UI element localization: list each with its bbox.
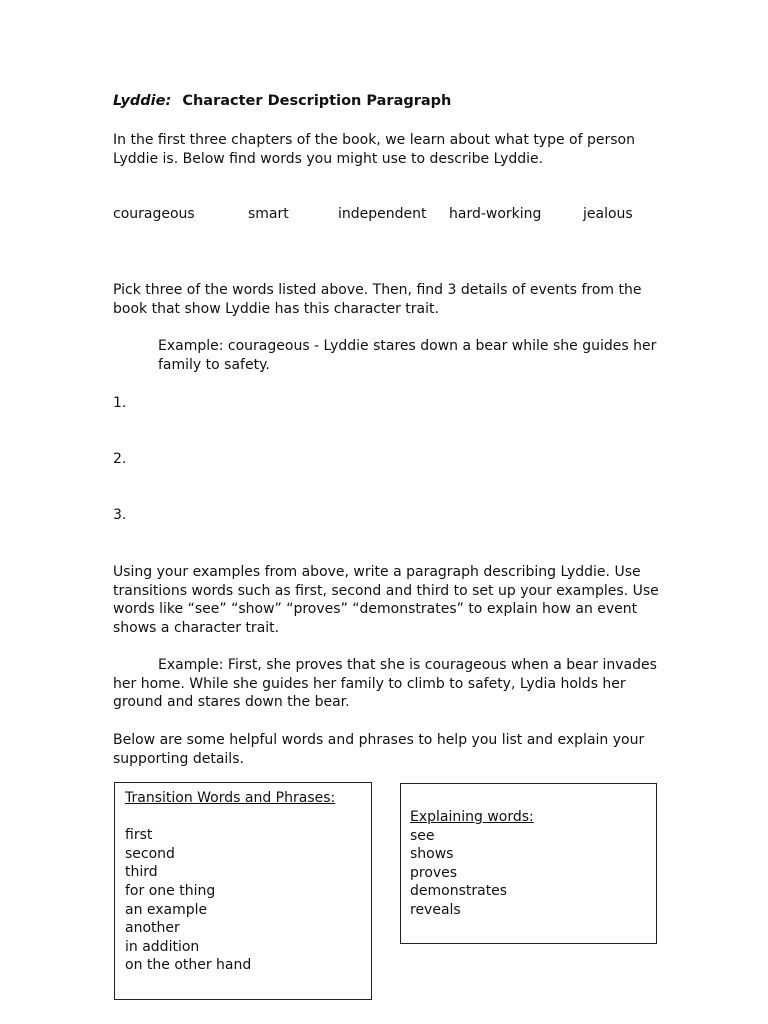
- title-text: Character Description Paragraph: [182, 93, 452, 109]
- list-item: third: [125, 864, 158, 881]
- answer-number-1: 1.: [113, 395, 127, 411]
- transition-words-list: [125, 826, 361, 975]
- list-item: in addition: [125, 938, 200, 955]
- page-title: [113, 93, 451, 109]
- list-item: see: [410, 827, 435, 844]
- trait-word-hard-working: hard-working: [449, 206, 542, 222]
- helpful-words-intro: Below are some helpful words and phrases to help you list and explain your supporting details.: [113, 732, 645, 767]
- list-item: shows: [410, 846, 454, 863]
- list-item: for one thing: [125, 882, 216, 899]
- transition-words-box: [114, 782, 372, 1000]
- trait-word-courageous: courageous: [113, 206, 195, 222]
- trait-word-jealous: jealous: [583, 206, 633, 222]
- list-item: demonstrates: [410, 883, 508, 900]
- list-item: another: [125, 920, 180, 937]
- explaining-words-box: [400, 783, 657, 944]
- paragraph-instructions: Using your examples from above, write a paragraph describing Lyddie. Use transitions words such as first, second and third to set up your examples. Use words like “see” “show” “proves” “demonstrates” to explain how an event shows a character trait.: [113, 564, 659, 636]
- answer-number-3: 3.: [113, 507, 127, 523]
- explaining-words-list: [410, 827, 647, 920]
- list-item: first: [125, 827, 153, 844]
- list-item: an example: [125, 901, 208, 918]
- transition-box-heading: Transition Words and Phrases:: [125, 790, 336, 806]
- book-title: Lyddie:: [113, 93, 172, 109]
- trait-word-independent: independent: [338, 206, 427, 222]
- intro-paragraph: In the first three chapters of the book, we learn about what type of person Lyddie is. Below find words you might use to describe Lyddie.: [113, 132, 635, 167]
- list-item: reveals: [410, 901, 461, 918]
- instructions-paragraph: Pick three of the words listed above. Then, find 3 details of events from the book that show Lyddie has this character trait.: [113, 282, 642, 317]
- list-item: on the other hand: [125, 957, 252, 974]
- explaining-box-heading: Explaining words:: [410, 809, 534, 825]
- example-one: Example: courageous - Lyddie stares down a bear while she guides her family to safety.: [158, 338, 657, 373]
- trait-word-smart: smart: [248, 206, 289, 222]
- example-two: Example: First, she proves that she is courageous when a bear invades her home. While she guides her family to climb to safety, Lydia holds her ground and stares down the bear.: [113, 657, 657, 710]
- list-item: second: [125, 845, 175, 862]
- list-item: proves: [410, 864, 458, 881]
- answer-number-2: 2.: [113, 451, 127, 467]
